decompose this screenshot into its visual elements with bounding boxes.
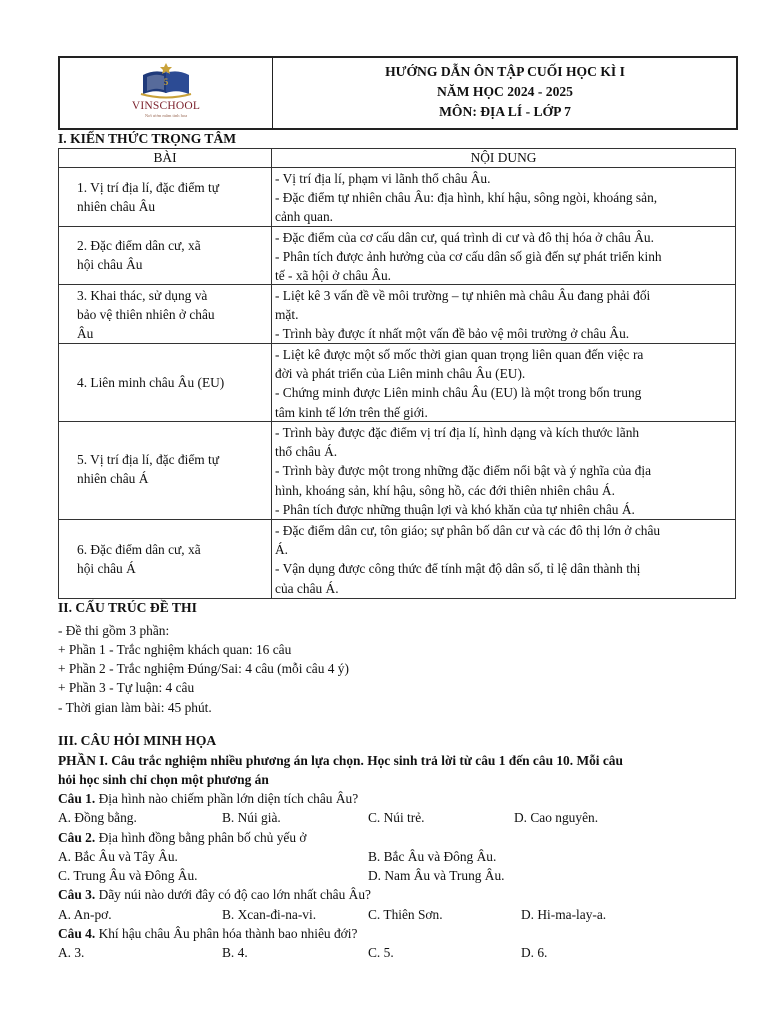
question-3: Câu 3. Dãy núi nào dưới đây có độ cao lớn nhất châu Âu?: [58, 887, 371, 902]
answer-option: B. 4.: [222, 945, 248, 960]
section-1-heading: I. KIẾN THỨC TRỌNG TÂM: [58, 131, 237, 146]
answer-option: D. 6.: [521, 945, 548, 960]
table-row: [58, 226, 736, 284]
part-1-instruction: PHẦN I. Câu trắc nghiệm nhiều phương án lựa chọn. Học sinh trả lời từ câu 1 đến câu 10. Mỗi câu: [58, 753, 623, 768]
lesson-cell: 2. Đặc điểm dân cư, xã hội châu Âu: [77, 238, 201, 272]
answer-option: B. Xcan-đi-na-vi.: [222, 907, 317, 922]
school-logo: [60, 58, 273, 128]
answer-option: D. Cao nguyên.: [514, 810, 599, 825]
lesson-cell: 5. Vị trí địa lí, đặc điểm tự nhiên châu Á: [77, 452, 220, 486]
answer-option: C. 5.: [368, 945, 394, 960]
title-line-3: MÔN: ĐỊA LÍ - LỚP 7: [439, 104, 571, 119]
document-title: [274, 58, 736, 128]
column-header-content: NỘI DUNG: [271, 148, 736, 167]
book-crest-icon: [135, 63, 197, 101]
answer-option: D. Nam Âu và Trung Âu.: [368, 868, 505, 883]
exam-structure-line: + Phần 2 - Trắc nghiệm Đúng/Sai: 4 câu (mỗi câu 4 ý): [58, 661, 349, 676]
exam-structure-line: - Thời gian làm bài: 45 phút.: [58, 700, 212, 715]
column-header-lesson: BÀI: [58, 148, 271, 167]
title-line-2: NĂM HỌC 2024 - 2025: [437, 84, 573, 99]
header-box: [58, 56, 738, 130]
table-row: [58, 421, 736, 519]
section-3-heading: III. CÂU HỎI MINH HỌA: [58, 733, 217, 748]
question-4: Câu 4. Khí hậu châu Âu phân hóa thành bao nhiêu đới?: [58, 926, 358, 941]
logo-slogan: Nơi ươm mầm tinh hoa: [144, 113, 188, 118]
answer-option: C. Núi trẻ.: [368, 810, 425, 825]
svg-text:5: 5: [163, 77, 169, 87]
answer-option: B. Núi già.: [222, 810, 281, 825]
question-1: Câu 1. Địa hình nào chiếm phần lớn diện tích châu Âu?: [58, 791, 359, 806]
answer-option: B. Bắc Âu và Đông Âu.: [368, 849, 497, 864]
table-row: [58, 284, 736, 343]
answer-option: C. Trung Âu và Đông Âu.: [58, 868, 198, 883]
table-header-row: [58, 148, 736, 167]
exam-structure-line: + Phần 3 - Tự luận: 4 câu: [58, 680, 195, 695]
exam-structure-line: - Đề thi gồm 3 phần:: [58, 623, 170, 638]
section-2-heading: II. CẤU TRÚC ĐỀ THI: [58, 600, 197, 615]
exam-structure-line: + Phần 1 - Trắc nghiệm khách quan: 16 câu: [58, 642, 292, 657]
answer-option: A. Đồng bằng.: [58, 810, 137, 825]
question-2: Câu 2. Địa hình đồng bằng phân bố chủ yếu ở: [58, 830, 307, 845]
table-row: [58, 343, 736, 421]
content-cell: - Đặc điểm của cơ cấu dân cư, quá trình di cư và đô thị hóa ở châu Âu. - Phân tích được ảnh hưởng của cơ cấu dân số già đến sự phát triển kinh tế - xã hội ở châu Âu.: [275, 230, 662, 284]
title-line-1: HƯỚNG DẪN ÔN TẬP CUỐI HỌC KÌ I: [385, 64, 625, 79]
content-cell: - Đặc điểm dân cư, tôn giáo; sự phân bố dân cư và các đô thị lớn ở châu Á. - Vận dụng được công thức để tính mật độ dân số, tỉ lệ dân thành thị của châu Á.: [275, 523, 661, 596]
lesson-cell: 1. Vị trí địa lí, đặc điểm tự nhiên châu Âu: [77, 180, 220, 214]
lesson-cell: 3. Khai thác, sử dụng và bảo vệ thiên nhiên ở châu Âu: [77, 288, 215, 341]
lesson-cell: 4. Liên minh châu Âu (EU): [77, 375, 225, 390]
part-1-instruction: hỏi học sinh chỉ chọn một phương án: [58, 772, 269, 787]
lesson-cell: 6. Đặc điểm dân cư, xã hội châu Á: [77, 542, 201, 576]
logo-wordmark: VINSCHOOL: [131, 100, 201, 112]
answer-option: C. Thiên Sơn.: [368, 907, 443, 922]
content-cell: - Trình bày được đặc điểm vị trí địa lí, hình dạng và kích thước lãnh thổ châu Á. - Trình bày được một trong những đặc điểm nổi bật và ý nghĩa của địa hình, khoáng sản, khí hậu, sông hồ, các đới thiên nhiên châu Á. - Phân tích được những thuận lợi và khó khăn của tự nhiên châu Á.: [275, 425, 652, 517]
answer-option: D. Hi-ma-lay-a.: [521, 907, 607, 922]
content-cell: - Liệt kê 3 vấn đề về môi trường – tự nhiên mà châu Âu đang phải đối mặt. - Trình bày được ít nhất một vấn đề bảo vệ môi trường ở châu Âu.: [275, 288, 651, 342]
table-row: [58, 167, 736, 226]
answer-option: A. An-pơ.: [58, 907, 112, 922]
answer-option: A. Bắc Âu và Tây Âu.: [58, 849, 178, 864]
content-cell: - Vị trí địa lí, phạm vi lãnh thổ châu Âu. - Đặc điểm tự nhiên châu Âu: địa hình, khí hậu, sông ngòi, khoáng sản, cảnh quan.: [275, 171, 658, 225]
answer-option: A. 3.: [58, 945, 85, 960]
table-row: [58, 519, 736, 599]
content-cell: - Liệt kê được một số mốc thời gian quan trọng liên quan đến việc ra đời và phát triển của Liên minh châu Âu (EU). - Chứng minh được Liên minh châu Âu (EU) là một trong bốn trung tâm kinh tế lớn trên thế giới.: [275, 347, 644, 420]
